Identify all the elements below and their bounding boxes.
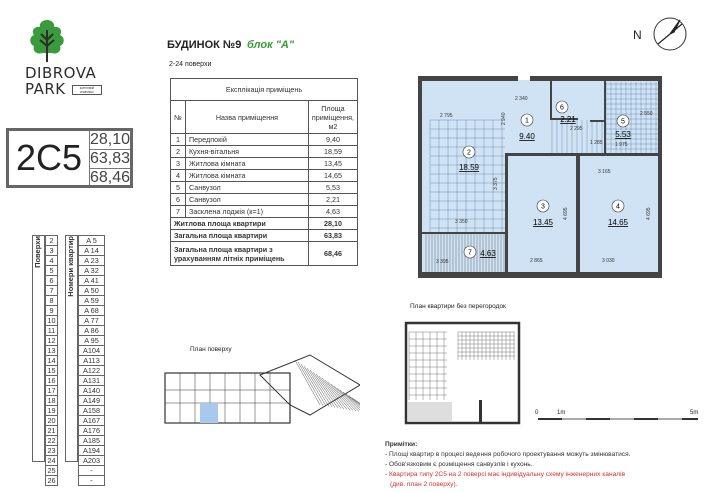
- total-value: 28,10: [323, 219, 342, 228]
- scale-zero: 0: [535, 410, 539, 416]
- apartment-number: A 50: [79, 286, 105, 296]
- apartment-number: A 86: [79, 326, 105, 336]
- building-title: БУДИНОК №9: [167, 39, 242, 51]
- building-floor-plan: [160, 325, 360, 435]
- col-no-header: №: [171, 101, 186, 134]
- apartment-number: A 68: [79, 306, 105, 316]
- col-area-header: Площа приміщення, м2: [308, 101, 357, 134]
- apartment-number: A 41: [79, 276, 105, 286]
- block-label: блок "А": [247, 39, 295, 51]
- room-number: 6: [171, 194, 186, 206]
- floor-number: 26: [47, 476, 56, 485]
- floor-number: 19: [47, 406, 56, 415]
- logo-tagline: ЖИТЛОВИЙ КОМПЛЕКС: [72, 85, 102, 95]
- total-label: Загальна площа квартири: [174, 231, 268, 240]
- room-name: Житлова кімната: [186, 158, 309, 170]
- floor-plan-label: План поверху: [190, 346, 232, 353]
- apartment-number: A 32: [79, 266, 105, 276]
- floor-number: 5: [46, 266, 58, 276]
- room-area: 2,21: [308, 194, 357, 206]
- room-area-label: 2.21: [560, 115, 576, 124]
- living-area-value: 28,10: [89, 131, 130, 148]
- room-name: Санвузол: [186, 194, 309, 206]
- floor-number: 17: [47, 386, 56, 395]
- floor-number: 11: [46, 326, 58, 336]
- room-name: Кухня-вітальня: [186, 146, 309, 158]
- room-number-label: 3: [541, 203, 545, 211]
- room-number: 3: [171, 158, 186, 170]
- apartment-number: A167: [79, 416, 105, 426]
- floor-number: 6: [46, 276, 58, 286]
- dimension-label: 3 395: [436, 259, 449, 265]
- dimension-label: 3 375: [493, 177, 499, 190]
- apartment-number: A140: [79, 386, 105, 396]
- apartment-number: A122: [79, 366, 105, 376]
- notes: [385, 440, 631, 490]
- notes-title: Примітки:: [385, 441, 418, 448]
- apartment-number: A 59: [79, 296, 105, 306]
- apartment-number: A158: [79, 406, 105, 416]
- floor-number: 18: [47, 396, 56, 405]
- total-label: Загальна площа квартири з урахуванням літніх приміщень: [174, 244, 285, 263]
- floor-number: 14: [47, 356, 56, 365]
- apartment-number: A194: [79, 446, 105, 456]
- dimension-label: 3 165: [598, 169, 611, 175]
- room-number: 5: [171, 182, 186, 194]
- dimension-label: 2 550: [640, 111, 653, 117]
- room-name: Засклена лоджія (к=1): [186, 206, 309, 218]
- room-area-label: 4.63: [480, 249, 496, 258]
- logo-line2: PARK: [25, 80, 66, 98]
- logo-line1: DIBROVA: [25, 64, 97, 82]
- room-area: 13,45: [308, 158, 357, 170]
- apartments-label: Номери квартир: [66, 236, 75, 297]
- floor-number: 21: [47, 426, 56, 435]
- floor-number: 10: [47, 316, 56, 325]
- room-area-label: 14.65: [607, 218, 629, 227]
- open-plan-label: План квартири без перегородок: [410, 303, 506, 310]
- explication-title: Експлікація приміщень: [171, 79, 358, 101]
- apartment-number: A 14: [79, 246, 105, 256]
- apartment-number: A131: [79, 376, 105, 386]
- floor-number: 8: [46, 296, 58, 306]
- room-area-label: 9.40: [519, 132, 535, 141]
- room-area: 5,53: [308, 182, 357, 194]
- floor-number: 20: [47, 416, 56, 425]
- room-name: Житлова кімната: [186, 170, 309, 182]
- dimension-label: 4 695: [563, 207, 569, 220]
- apartment-number: -: [79, 476, 105, 486]
- note-item-warning: (див. план 2 поверху).: [390, 481, 458, 488]
- apartment-number: A 23: [79, 256, 105, 266]
- total-with-summer-value: 68,46: [89, 169, 130, 186]
- total-area-value: 63,83: [89, 150, 130, 167]
- room-number-label: 4: [616, 203, 620, 211]
- room-number-label: 7: [468, 249, 472, 257]
- room-number: 4: [171, 170, 186, 182]
- scale-one: 1m: [557, 410, 566, 416]
- total-label: Житлова площа квартири: [174, 219, 266, 228]
- room-number: 2: [171, 146, 186, 158]
- total-value: 63,83: [323, 231, 342, 240]
- floor-number: 15: [47, 366, 56, 375]
- floor-number: 25: [47, 466, 56, 475]
- floor-number: 7: [46, 286, 58, 296]
- apartment-number: -: [79, 466, 105, 476]
- apartment-number: A113: [79, 356, 105, 366]
- note-item: - Площі квартир в процесі ведення робочого проектування можуть змінюватися.: [385, 451, 631, 458]
- apartment-number: A 95: [79, 336, 105, 346]
- dimension-label: 2 940: [501, 112, 507, 125]
- apartment-type-code: 2C5: [9, 131, 90, 185]
- room-name: Передпокій: [186, 134, 309, 146]
- floors-range: 2-24 поверхи: [169, 61, 212, 68]
- dimension-label: 1 975: [615, 142, 628, 148]
- floor-number: 3: [46, 246, 58, 256]
- floor-number: 16: [47, 376, 56, 385]
- room-name: Санвузол: [186, 182, 309, 194]
- room-number-label: 6: [560, 104, 564, 112]
- apartment-number: A 5: [79, 236, 105, 246]
- room-number-label: 5: [621, 118, 625, 126]
- apartment-number: A 77: [79, 316, 105, 326]
- open-floor-plan: [403, 320, 523, 426]
- floor-number: 13: [47, 346, 56, 355]
- room-area-label: 18.59: [458, 163, 480, 172]
- dimension-label: 2 865: [530, 258, 543, 264]
- col-name-header: Назва приміщення: [186, 101, 309, 134]
- apartment-number: A203: [79, 456, 105, 466]
- note-item: - Обов'язковим є розміщення санвузлів і кухонь.: [385, 461, 533, 468]
- floor-number: 24: [47, 456, 56, 465]
- apartment-number: A104: [79, 346, 105, 356]
- floor-number: 4: [46, 256, 58, 266]
- room-number-label: 1: [525, 117, 529, 125]
- room-area: 14,65: [308, 170, 357, 182]
- apartment-number: A149: [79, 396, 105, 406]
- north-label: N: [633, 28, 642, 42]
- room-area: 9,40: [308, 134, 357, 146]
- scale-bar: [538, 418, 698, 420]
- floor-number: 12: [47, 336, 56, 345]
- scale-five: 5m: [690, 410, 699, 416]
- room-area-label: 13.45: [532, 218, 554, 227]
- dimension-label: 2 295: [570, 126, 583, 132]
- room-area: 4,63: [308, 206, 357, 218]
- dimension-label: 1 285: [590, 140, 603, 146]
- floor-number: 22: [47, 436, 56, 445]
- dimension-label: 4 695: [646, 207, 652, 220]
- total-value: 68,46: [323, 249, 342, 258]
- floor-number: 2: [46, 236, 58, 246]
- note-item-warning: - Квартира типу 2С5 на 2 поверсі має індивідуальну схему інженерних каналів: [385, 471, 626, 478]
- dimension-label: 3 350: [455, 219, 468, 225]
- dimension-label: 2 340: [515, 96, 528, 102]
- dimension-label: 2 795: [440, 113, 453, 119]
- floor-number: 9: [46, 306, 58, 316]
- floor-number: 23: [47, 446, 56, 455]
- room-number-label: 2: [467, 149, 471, 157]
- floors-label: Поверхи: [33, 236, 42, 268]
- apartment-number: A185: [79, 436, 105, 446]
- dimension-label: 3 030: [602, 258, 615, 264]
- room-area: 18,59: [308, 146, 357, 158]
- apartment-number: A176: [79, 426, 105, 436]
- room-number: 7: [171, 206, 186, 218]
- room-area-label: 5.53: [615, 130, 631, 139]
- room-number: 1: [171, 134, 186, 146]
